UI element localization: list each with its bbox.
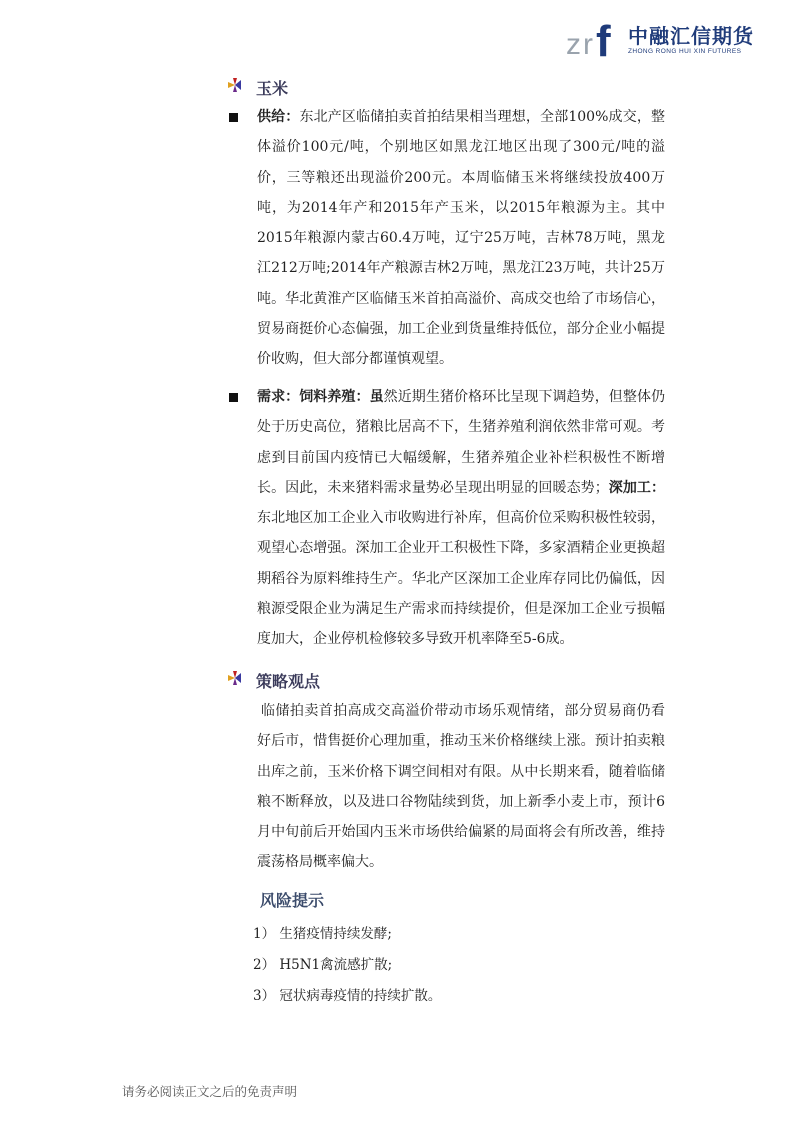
- demand-text-1: 然近期生猪价格环比呈现下调趋势，但整体仍处于历史高位，猪粮比居高不下，生猪养殖利润依然非常可观。考虑到目前国内疫情已大幅缓解，生猪养殖企业补栏积极性不断增长。因此，未来猪料需求量势必呈现出明显的回暖态势；: [257, 389, 666, 496]
- section-arrow-icon: [227, 77, 243, 93]
- deep-processing-label: 深加工：: [608, 479, 666, 496]
- company-logo: [566, 14, 766, 64]
- section-title-corn: 玉米: [256, 79, 289, 98]
- svg-text:r: r: [583, 28, 593, 60]
- demand-paragraph: [257, 382, 665, 655]
- strategy-paragraph: 临储拍卖首拍高成交高溢价带动市场乐观情绪，部分贸易商仍看好后市，惜售挺价心理加重，推动玉米价格继续上涨。预计拍卖粮出库之前，玉米价格下调空间相对有限。从中长期来看，随着临储粮不断释放，以及进口谷物陆续到货，加上新季小麦上市，预计6月中旬前后开始国内玉米市场供给偏紧的局面将会有所改善，维持震荡格局概率偏大。: [257, 703, 665, 871]
- footer-disclaimer: 请务必阅读正文之后的免责声明: [122, 1084, 298, 1099]
- demand-text-2: 东北地区加工企业入市收购进行补库，但高价位采购积极性较弱，观望心态增强。深加工企业开工积极性下降，多家酒精企业更换超期稻谷为原料维持生产。华北产区深加工企业库存同比仍偏低，因粮源受限企业为满足生产需求而持续提价，但是深加工企业亏损幅度加大，企业停机检修较多导致开机率降至5-6成。: [257, 510, 665, 648]
- section-title-risk: 风险提示: [260, 891, 325, 910]
- bullet-square-icon: [229, 113, 238, 122]
- risk-item: 1） 生猪疫情持续发酵;: [253, 926, 392, 942]
- bullet-square-icon: [229, 393, 238, 402]
- section-title-strategy: 策略观点: [256, 672, 321, 691]
- supply-paragraph: [257, 102, 665, 375]
- risk-item: 3） 冠状病毒疫情的持续扩散。: [253, 988, 442, 1004]
- svg-text:z: z: [566, 28, 581, 60]
- risk-item: 2） H5N1禽流感扩散;: [253, 957, 393, 973]
- svg-text:f: f: [596, 17, 611, 60]
- logo-english-name: ZHONG RONG HUI XIN FUTURES: [628, 48, 742, 55]
- supply-label: 供给：: [257, 109, 300, 125]
- logo-chinese-name: 中融汇信期货: [628, 24, 754, 48]
- zrf-logo-mark: [566, 16, 626, 60]
- supply-text: 东北产区临储拍卖首拍结果相当理想，全部100%成交，整体溢价100元/吨，个别地区如黑龙江地区出现了300元/吨的溢价，三等粮还出现溢价200元。本周临储玉米将继续投放400万吨，为2014年产和2015年产玉米，以2015年粮源为主。其中2015年粮源内蒙古60.4万吨，辽宁25万吨，吉林78万吨，黑龙江212万吨;2014年产粮源吉林2万吨，黑龙江23万吨，共计25万吨。华北黄淮产区临储玉米首拍高溢价、高成交也给了市场信心，贸易商挺价心态偏强，加工企业到货量维持低位，部分企业小幅提价收购，但大部分都谨慎观望。: [257, 109, 666, 368]
- demand-label: 需求：饲料养殖：虽: [257, 389, 384, 405]
- section-arrow-icon: [227, 670, 243, 686]
